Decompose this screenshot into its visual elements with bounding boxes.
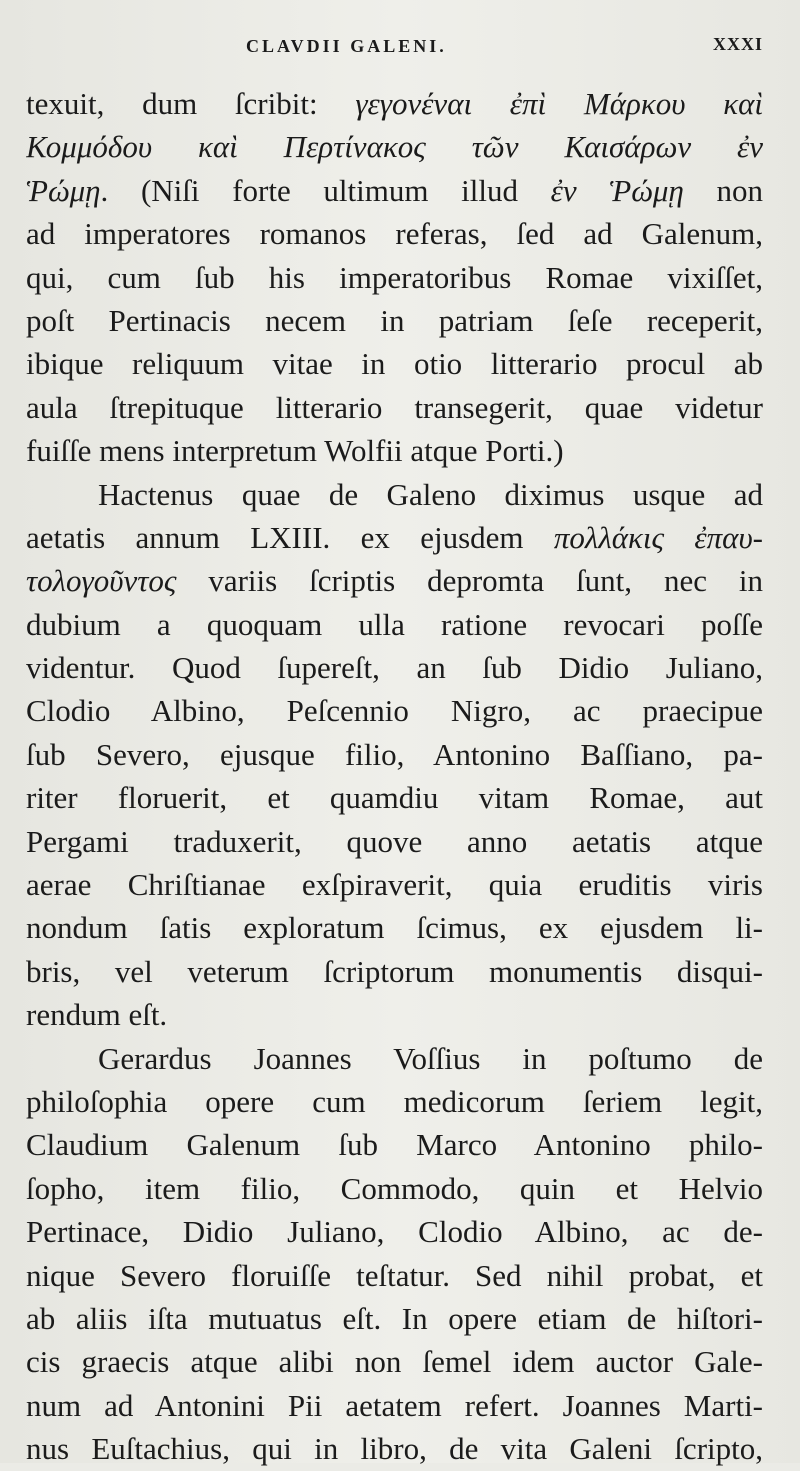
text-line — [26, 429, 763, 472]
text-line — [26, 1123, 763, 1166]
text-line — [26, 169, 763, 212]
text-line — [26, 342, 763, 385]
latin-text: Clodio Albino, Peſcennio Nigro, ac praecipue — [26, 693, 763, 729]
text-line — [26, 993, 763, 1036]
latin-text: ibique reliquum vitae in otio litterario procul ab — [26, 346, 763, 382]
text-line — [26, 1384, 763, 1427]
latin-text: Hactenus quae de Galeno diximus usque ad — [98, 476, 763, 512]
latin-text: Pergami traduxerit, quove anno aetatis atque — [26, 823, 763, 859]
latin-text: nique Severo floruiſſe teſtatur. Sed nihil probat, et — [26, 1257, 763, 1293]
latin-text: poſt Pertinacis necem in patriam ſeſe receperit, — [26, 302, 763, 338]
text-line — [26, 386, 763, 429]
greek-text: Κομμόδου καὶ Περτίνακος τῶν Καισάρων ἐν — [26, 129, 763, 165]
text-line — [26, 820, 763, 863]
latin-text: . (Niſi forte ultimum illud — [100, 172, 551, 208]
latin-text: qui, cum ſub his imperatoribus Romae vixiſſet, — [26, 259, 763, 295]
text-line — [26, 1037, 763, 1080]
running-title: CLAVDII GALENI. — [246, 36, 447, 56]
text-line — [26, 1210, 763, 1253]
latin-text: philoſophia opere cum medicorum ſeriem legit, — [26, 1083, 763, 1119]
latin-text: Claudium Galenum ſub Marco Antonino philo- — [26, 1127, 763, 1163]
latin-text: ſub Severo, ejusque filio, Antonino Baſſiano, pa- — [26, 736, 763, 772]
text-line — [26, 1297, 763, 1340]
latin-text: riter floruerit, et quamdiu vitam Romae, aut — [26, 780, 763, 816]
latin-text: ſopho, item filio, Commodo, quin et Helvio — [26, 1170, 763, 1206]
text-line — [26, 256, 763, 299]
text-line — [26, 559, 763, 602]
latin-text: Gerardus Joannes Voſſius in poſtumo de — [98, 1040, 763, 1076]
latin-text: non — [683, 172, 763, 208]
text-line — [26, 603, 763, 646]
greek-text: γεγονέναι ἐπὶ Μάρκου καὶ — [355, 86, 763, 121]
running-head — [26, 0, 763, 82]
greek-text: Ῥώμῃ — [26, 172, 101, 208]
latin-text: nus Euſtachius, qui in libro, de vita Galeni ſcripto, — [26, 1431, 763, 1467]
latin-text: fuiſſe mens interpretum Wolfii atque Porti.) — [26, 433, 564, 469]
text-line — [26, 473, 763, 516]
greek-text: τολογοῦντος — [26, 563, 177, 599]
latin-text: nondum ſatis exploratum ſcimus, ex ejusdem li- — [26, 910, 763, 946]
text-line — [26, 212, 763, 255]
greek-text: ἐν Ῥώμῃ — [550, 172, 684, 208]
latin-text: videntur. Quod ſupereſt, an ſub Didio Juliano, — [26, 650, 763, 686]
latin-text: aetatis annum LXIII. ex ejusdem — [26, 519, 554, 555]
greek-text: πολλάκις ἐπαυ- — [553, 519, 763, 555]
latin-text: aerae Chriſtianae exſpiraverit, quia eruditis viris — [26, 867, 763, 903]
text-line — [26, 646, 763, 689]
text-line — [26, 1254, 763, 1297]
latin-text: texuit, dum ſcribit: — [26, 86, 356, 121]
text-line — [26, 1080, 763, 1123]
text-line — [26, 299, 763, 342]
latin-text: ab aliis iſta mutuatus eſt. In opere etiam de hiſtori- — [26, 1300, 763, 1336]
text-line — [26, 125, 763, 168]
text-line — [26, 1427, 763, 1470]
page-number: XXXI — [712, 34, 763, 54]
text-line — [26, 950, 763, 993]
latin-text: rendum eſt. — [26, 997, 168, 1033]
text-line — [26, 863, 763, 906]
latin-text: dubium a quoquam ulla ratione revocari poſſe — [26, 606, 763, 642]
latin-text: num ad Antonini Pii aetatem refert. Joannes Marti- — [26, 1387, 763, 1423]
text-line — [26, 776, 763, 819]
latin-text: aula ſtrepituque litterario transegerit, quae videtur — [26, 389, 763, 425]
latin-text: variis ſcriptis depromta ſunt, nec in — [176, 563, 763, 599]
body-text — [26, 82, 763, 1471]
text-line — [26, 906, 763, 949]
text-line — [26, 1167, 763, 1210]
latin-text: bris, vel veterum ſcriptorum monumentis disqui- — [26, 953, 763, 989]
text-line — [26, 733, 763, 776]
text-line — [26, 689, 763, 732]
latin-text: cis graecis atque alibi non ſemel idem auctor Gale- — [26, 1344, 763, 1380]
text-line — [26, 516, 763, 559]
latin-text: ad imperatores romanos referas, ſed ad Galenum, — [26, 216, 763, 252]
text-line — [26, 82, 763, 125]
text-line — [26, 1340, 763, 1383]
latin-text: Pertinace, Didio Juliano, Clodio Albino, ac de- — [26, 1214, 763, 1250]
